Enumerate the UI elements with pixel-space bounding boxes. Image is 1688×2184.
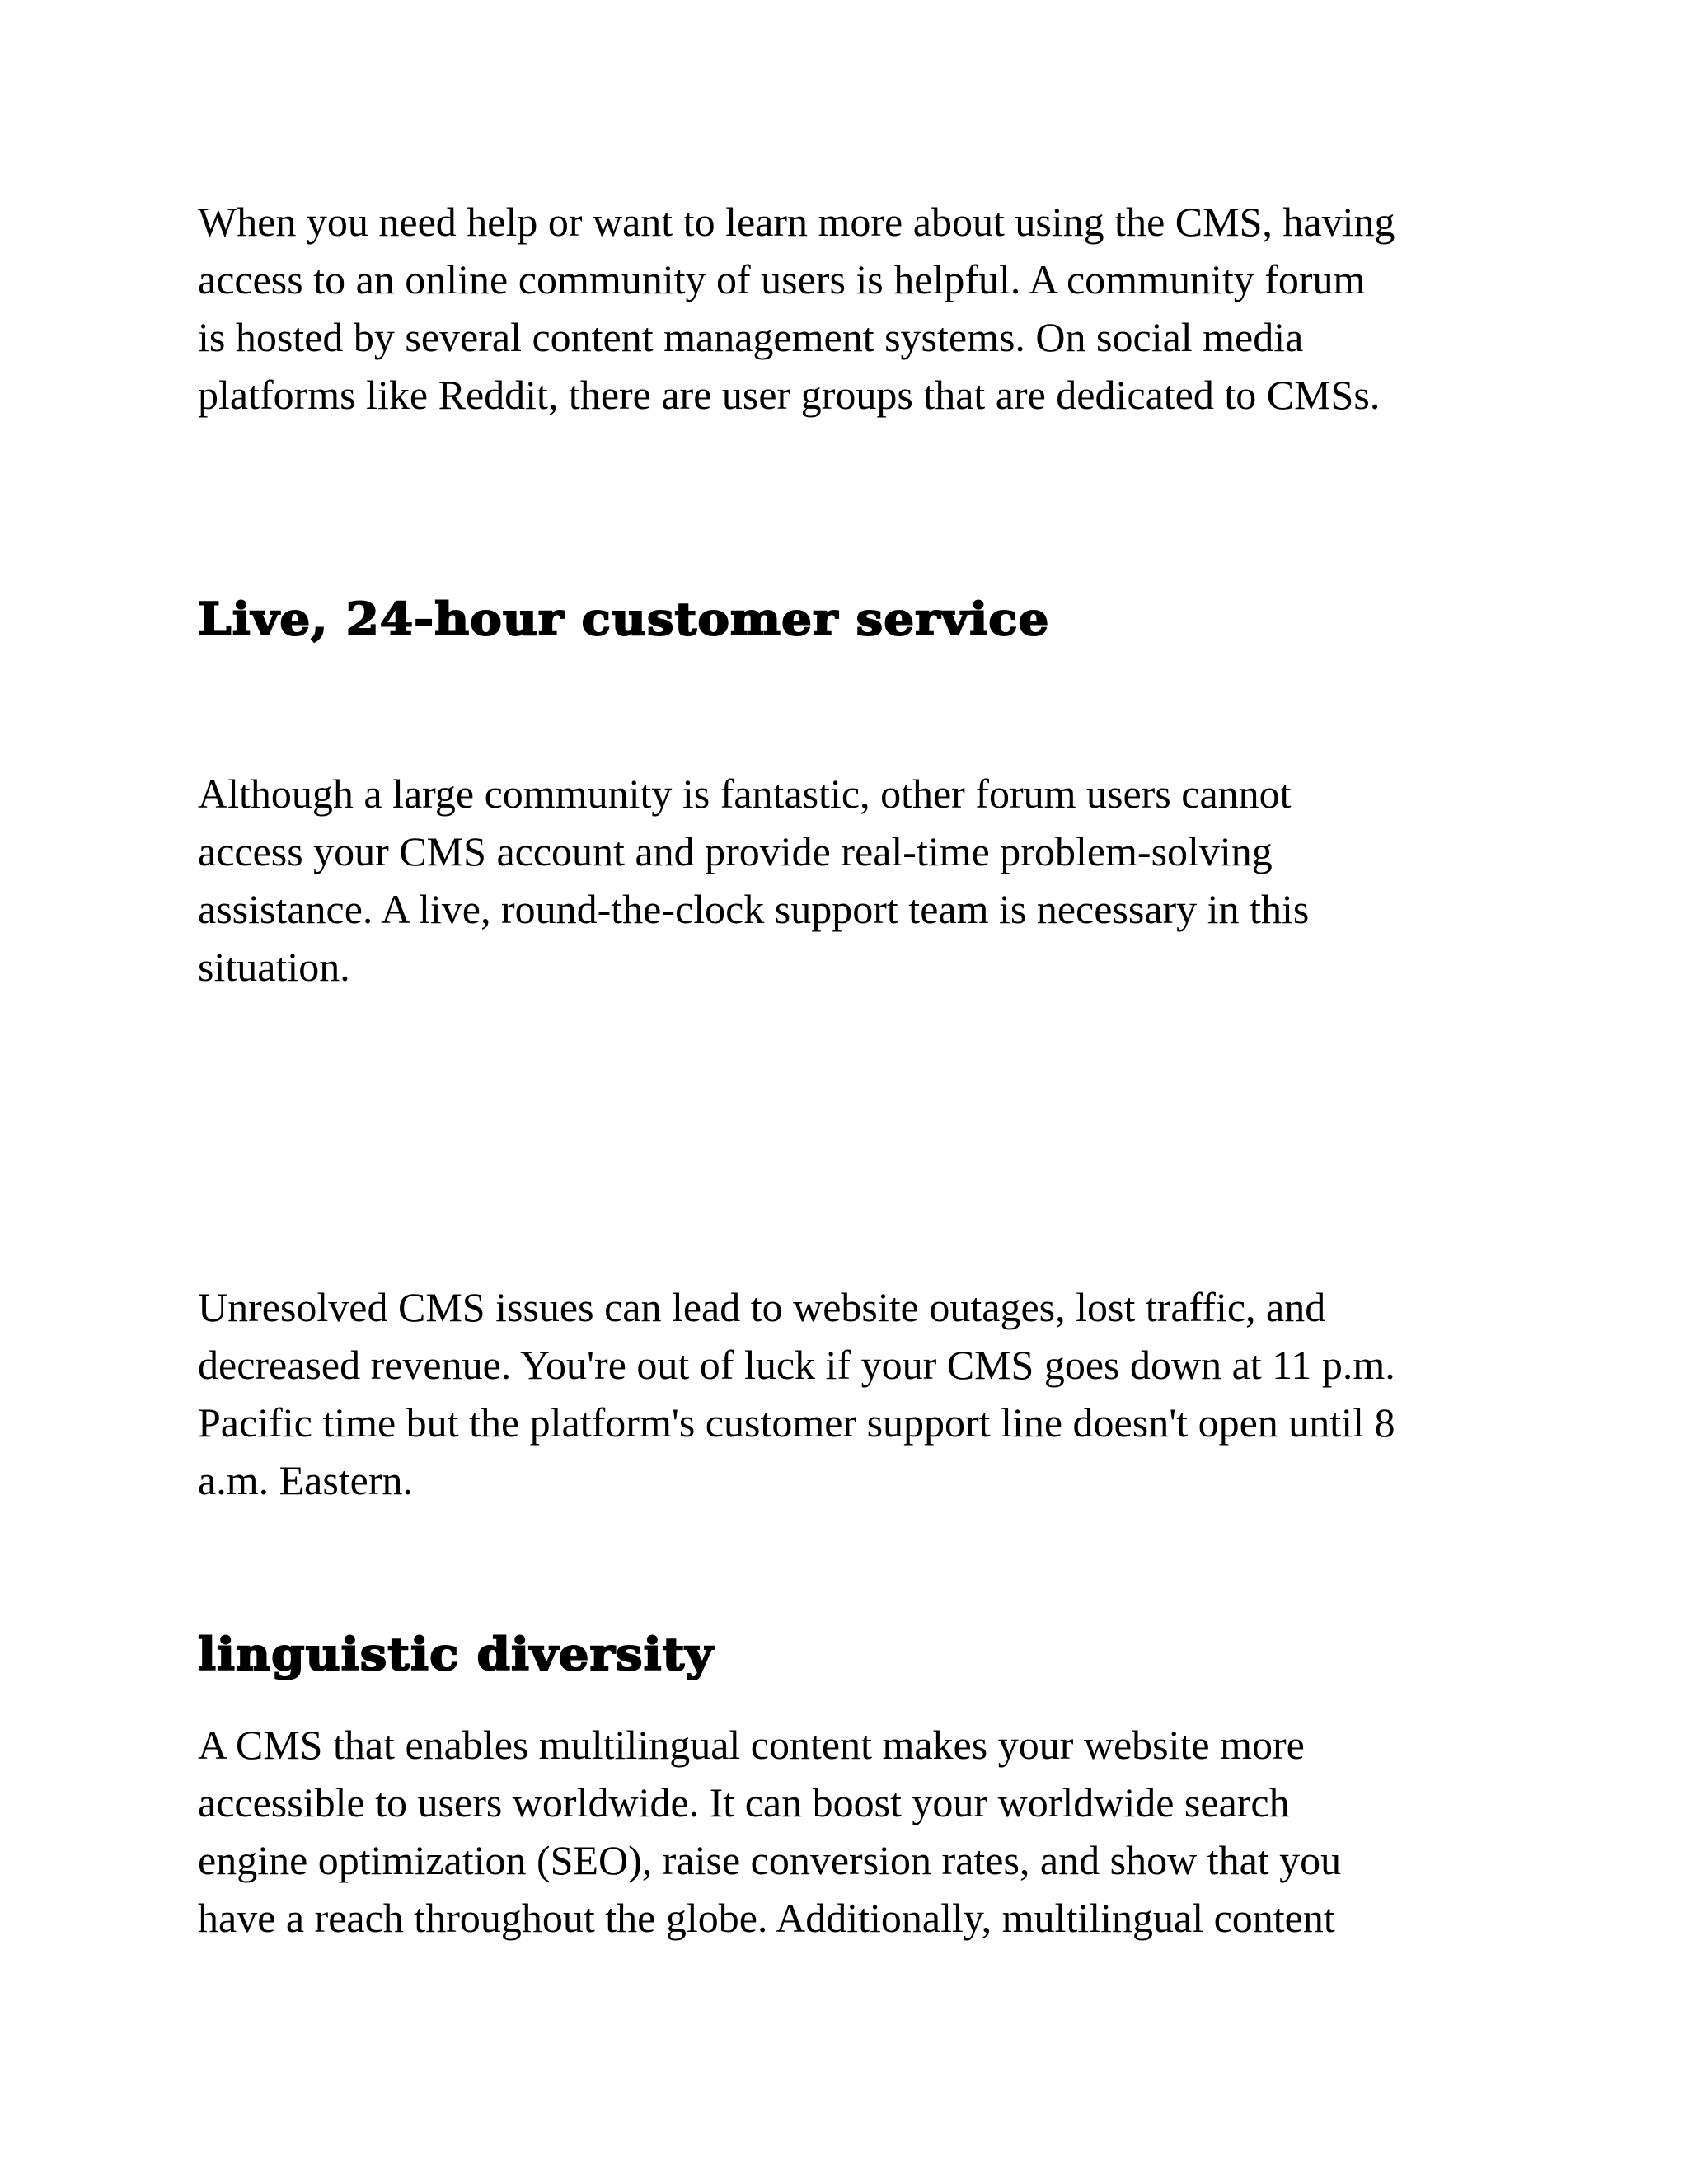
text-line: Unresolved CMS issues can lead to website outages, lost traffic, and (198, 1284, 1326, 1330)
text-line: When you need help or want to learn more about using the CMS, having (198, 199, 1395, 245)
text-line: access to an online community of users is helpful. A community forum (198, 256, 1366, 302)
text-line: access your CMS account and provide real-time problem-solving (198, 828, 1273, 874)
text-line: have a reach throughout the globe. Additionally, multilingual content (198, 1895, 1335, 1941)
heading-customer-service: Live, 24-hour customer service (198, 593, 1050, 645)
paragraph-unresolved-issues (198, 1278, 1517, 1509)
heading-linguistic-diversity: linguistic diversity (198, 1628, 715, 1680)
text-line: Although a large community is fantastic, other forum users cannot (198, 771, 1292, 817)
text-line: a.m. Eastern. (198, 1457, 414, 1503)
paragraph-live-support (198, 765, 1517, 996)
text-line: accessible to users worldwide. It can boost your worldwide search (198, 1779, 1290, 1825)
text-line: situation. (198, 944, 350, 990)
text-line: assistance. A live, round-the-clock support team is necessary in this (198, 886, 1310, 932)
text-line: engine optimization (SEO), raise conversion rates, and show that you (198, 1837, 1342, 1883)
text-line: A CMS that enables multilingual content makes your website more (198, 1722, 1305, 1768)
text-line: Pacific time but the platform's customer support line doesn't open until 8 (198, 1399, 1395, 1446)
text-line: platforms like Reddit, there are user groups that are dedicated to CMSs. (198, 372, 1381, 418)
paragraph-community-forum (198, 193, 1517, 424)
text-line: is hosted by several content management systems. On social media (198, 314, 1304, 360)
text-line: decreased revenue. You're out of luck if your CMS goes down at 11 p.m. (198, 1342, 1395, 1388)
paragraph-multilingual-content (198, 1716, 1517, 1947)
